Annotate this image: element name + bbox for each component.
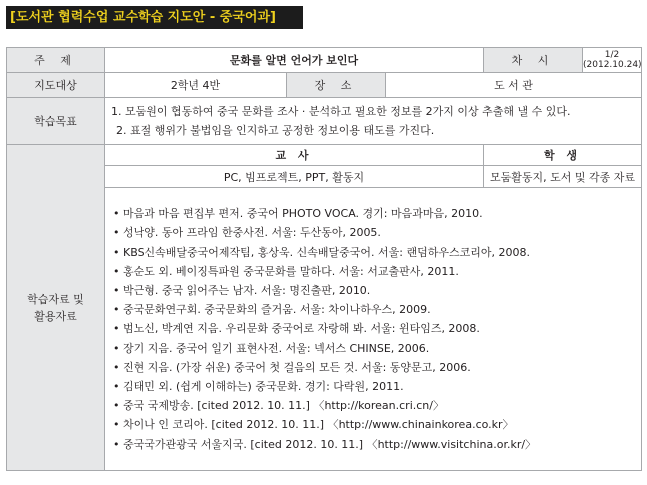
lesson-plan-table: [6, 47, 642, 471]
reference-item: • 마음과 마음 편집부 편저. 중국어 PHOTO VOCA. 경기: 마음과마음, 2010.: [113, 204, 641, 223]
place-value: 도 서 관: [386, 73, 642, 98]
goals-row: [7, 98, 642, 145]
reference-item: • 진현 지음. (가장 쉬운) 중국어 첫 걸음의 모든 것. 서울: 동양문고, 2006.: [113, 358, 641, 377]
reference-item: • 차이나 인 코리아. [cited 2012. 10. 11.] 〈http://www.chinainkorea.co.kr〉: [113, 415, 641, 434]
goal-item: 1. 모둠원이 협동하여 중국 문화를 조사 · 분석하고 필요한 정보를 2가지 이상 추출해 낼 수 있다.: [111, 105, 571, 118]
student-header: 학 생: [484, 145, 642, 166]
reference-item: • 장기 지음. 중국어 일기 표현사전. 서울: 넥서스 CHINSE, 2006.: [113, 339, 641, 358]
goals-content: [105, 98, 642, 145]
goals-label: 학습목표: [7, 98, 105, 145]
session-label: 차 시: [484, 48, 583, 73]
reference-item: • 박근형. 중국 읽어주는 남자. 서울: 명진출판, 2010.: [113, 281, 641, 300]
place-label: 장 소: [287, 73, 386, 98]
student-materials: 모둠활동지, 도서 및 각종 자료: [484, 166, 642, 188]
topic-value: 문화를 알면 언어가 보인다: [105, 48, 484, 73]
reference-item: • 성낙양. 동아 프라임 한중사전. 서울: 두산동아, 2005.: [113, 223, 641, 242]
reference-item: • 중국 국제방송. [cited 2012. 10. 11.] 〈http://korean.cri.cn/〉: [113, 396, 641, 415]
materials-header-row: [7, 145, 642, 166]
session-value: 1/2 (2012.10.24): [583, 48, 642, 73]
materials-label: 학습자료 및 활용자료: [7, 145, 105, 471]
target-value: 2학년 4반: [105, 73, 287, 98]
goal-item: 2. 표절 행위가 불법임을 인지하고 공정한 정보이용 태도를 가진다.: [116, 124, 435, 137]
reference-item: • 김태민 외. (쉽게 이해하는) 중국문화. 경기: 다락원, 2011.: [113, 377, 641, 396]
target-row: [7, 73, 642, 98]
document-banner-title: [도서관 협력수업 교수학습 지도안 - 중국어과]: [6, 6, 303, 29]
references-list: [105, 188, 642, 471]
reference-item: • 중국국가관광국 서울지국. [cited 2012. 10. 11.] 〈http://www.visitchina.or.kr/〉: [113, 435, 641, 454]
topic-row: [7, 48, 642, 73]
teacher-header: 교 사: [105, 145, 484, 166]
reference-item: • KBS신속배달중국어제작팀, 홍상욱. 신속배달중국어. 서울: 랜덤하우스코리아, 2008.: [113, 243, 641, 262]
reference-item: • 홍순도 외. 베이징특파원 중국문화를 말하다. 서울: 서교출판사, 2011.: [113, 262, 641, 281]
reference-item: • 중국문화연구회. 중국문화의 즐거움. 서울: 차이나하우스, 2009.: [113, 300, 641, 319]
topic-label: 주 제: [7, 48, 105, 73]
teacher-materials: PC, 빔프로젝트, PPT, 활동지: [105, 166, 484, 188]
reference-item: • 범노신, 박계연 지음. 우리문화 중국어로 자랑해 봐. 서울: 윈타임즈, 2008.: [113, 319, 641, 338]
target-label: 지도대상: [7, 73, 105, 98]
